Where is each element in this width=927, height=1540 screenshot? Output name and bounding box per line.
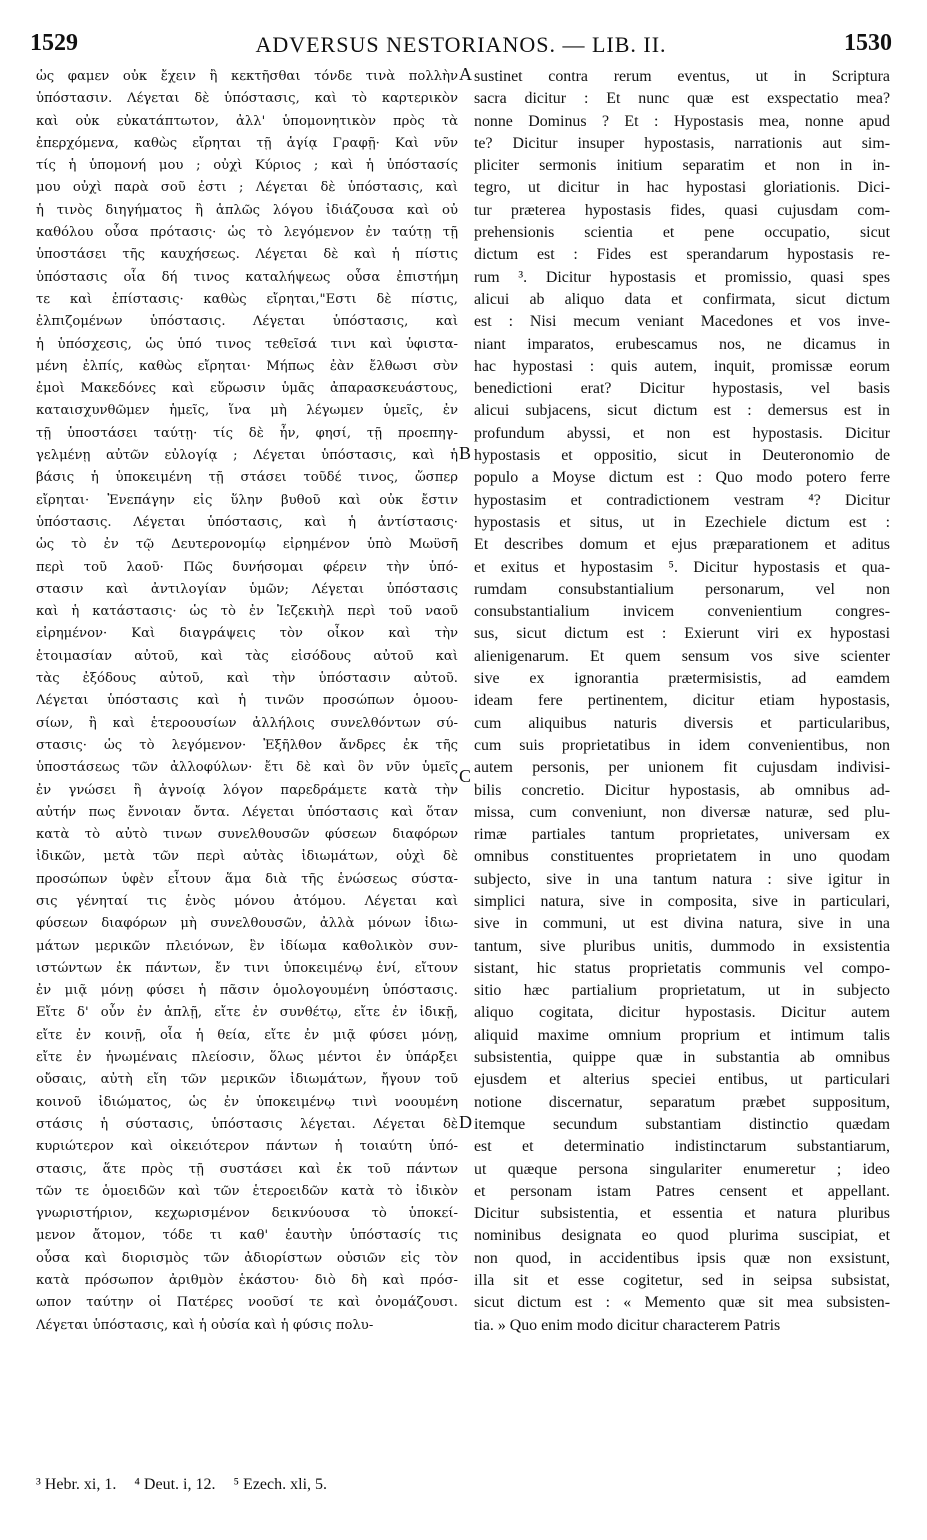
text-line: itemque secundum substantiam distinctio quædam (474, 1115, 890, 1133)
text-line: αὐτήν πως ἔννοιαν ὄντα. Λέγεται ὑπόστασις καὶ ὅταν (36, 804, 458, 820)
page-header (30, 30, 892, 60)
text-line: περὶ τοῦ λαοῦ· Πῶς δυνήσομαι φέρειν τὴν ὑπό- (36, 559, 458, 575)
text-line: σίων, ἢ καὶ ἑτεροουσίων ἀλλήλοις συνελθόντων σύ- (36, 715, 458, 731)
text-line: sus, sicut dictum est : Exierunt viri ex hypostasi (474, 625, 890, 643)
text-line: βάσις ἡ ὑποκειμένη τῇ στάσει τοῦδέ τινος, ὥσπερ (36, 470, 458, 486)
text-line: μενον ἄτομον, τόδε τι καθ' ἑαυτὴν ὑπόστασίς τις (36, 1228, 458, 1244)
text-line: κοινοῦ ἰδιώματος, ὡς ἐν ὑποκειμένῳ τινὶ νοουμένη (36, 1094, 458, 1110)
text-line: sistant, hic status proprietatis communis vel compo- (474, 959, 890, 977)
text-line: εἰρημένον· Καὶ διαγράψεις τὸν οἶκον καὶ τὴν (36, 626, 458, 642)
text-line: dictum est : Fides est sperandarum hypostasis re- (474, 246, 890, 264)
text-line: τῶν τε ὁμοειδῶν καὶ τῶν ἑτεροειδῶν κατὰ τὸ ἰδικὸν (36, 1183, 458, 1199)
text-line: μάτων μερικῶν πλειόνων, ἓν ἰδίωμα καθολικὸν συν- (36, 938, 458, 954)
text-line: rum ³. Dicitur hypostasis et promissio, quasi spes (474, 268, 890, 286)
text-line: στασις· ὡς τὸ λεγόμενον· Ἐξῆλθον ἄνδρες ἐκ τῆς (36, 737, 458, 753)
margin-marker-c: C (459, 766, 472, 786)
text-line: ejusdem et alterius speciei entibus, ut particulari (474, 1071, 890, 1089)
text-line: Εἴτε δ' οὖν ἐν ἁπλῇ, εἴτε ἐν συνθέτῳ, εἴτε ἐν ἰδικῇ, (36, 1005, 458, 1021)
footnote: ⁵ Ezech. xli, 5. (233, 1476, 328, 1493)
text-line: simplici natura, sive in composita, sive in particulari, (474, 892, 890, 910)
text-line: tegro, ut dicitur in hac hypostasi gloriationis. Dici- (474, 179, 890, 197)
footnotes (36, 1476, 458, 1494)
text-line: ἐπερχόμενα, καθὼς εἴρηται τῇ ἁγίᾳ Γραφῇ· Καὶ νῦν (36, 135, 458, 151)
text-line: prehensionis scientia et pene occupatio, sicut (474, 224, 890, 242)
text-line: nonne Dominus ? Et : Hypostasis mea, nonne apud (474, 112, 890, 130)
text-line: illa sit et esse cogitetur, sed in seipsa subsistat, (474, 1272, 890, 1290)
text-line: τῇ ὑποστάσει ταύτῃ· τίς δὲ ἦν, φησί, τῇ προεπηγ- (36, 425, 458, 441)
text-line: et exitus et hypostasim ⁵. Dicitur hypostasis et qua- (474, 558, 890, 576)
text-line: subjecto, sive in una tantum natura : sive igitur in (474, 870, 890, 888)
text-line: missa, cum conveniunt, non diversæ naturæ, sed plu- (474, 803, 890, 821)
text-line: ἑτοιμασίαν αὐτοῦ, καὶ τὰς εἰσόδους αὐτοῦ καὶ (36, 648, 458, 664)
text-line: τίς ἡ ὑπομονή μου ; οὐχὶ Κύριος ; καὶ ἡ ὑπόστασίς (36, 158, 458, 174)
text-line: ἰδικῶν, μετὰ τῶν περὶ αὐτὰς ἰδιωμάτων, οὐχὶ δὲ (36, 849, 458, 865)
text-line: non quod, in accidentibus ipsis quæ non exsistunt, (474, 1249, 890, 1267)
text-line: ιστώντων ἐκ πάντων, ἔν τινι ὑποκειμένῳ ἑνί, εἴτουν (36, 960, 458, 976)
text-line: benedictioni erat? Dicitur hypostasis, vel basis (474, 380, 890, 398)
margin-marker-b: B (459, 443, 472, 463)
text-line: tur præterea hypostasis fides, quasi cujusdam com- (474, 201, 890, 219)
text-line: populo a Moyse dictum est : Quo modo potero ferre (474, 469, 890, 487)
text-line: Λέγεται ὑπόστασις, καὶ ἡ οὐσία καὶ ἡ φύσις πολυ- (36, 1317, 374, 1333)
text-line: εἴρηται· Ἐνεπάγην εἰς ὕλην βυθοῦ καὶ οὐκ ἔστιν (36, 492, 458, 508)
text-line: est et determinatio indistinctarum substantiarum, (474, 1138, 890, 1156)
text-line: cum aliquibus naturis diversis et particularibus, (474, 714, 890, 732)
text-line: οὖσα καὶ διορισμὸς τῶν ἀδιορίστων οὐσιῶν εἰς τὸν (36, 1250, 458, 1266)
text-line: nominibus designata eo quod plurima suscipiat, et (474, 1227, 890, 1245)
text-line: sive in communi, ut est divina natura, sive in una (474, 915, 890, 933)
text-line: εἴτε ἐν κοινῇ, οἷα ἡ θεία, εἴτε ἐν μιᾷ φύσει μόνῃ, (36, 1027, 458, 1043)
text-line: ut quæque persona singulariter enumeretur ; ideo (474, 1160, 890, 1178)
margin-marker-d: D (459, 1112, 472, 1132)
text-line: κατὰ τὸ αὐτὸ τινων συνελθουσῶν φύσεων διαφόρων (36, 827, 458, 843)
text-line: notione discernatur, separatum præbet suppositum, (474, 1093, 890, 1111)
text-line: aliquo cogitata, dicitur hypostasis. Dicitur autem (474, 1004, 890, 1022)
text-line: σις γένηταί τις ἑνὸς μόνου ἀτόμου. Λέγεται καὶ (36, 893, 458, 909)
text-line: ἐν μιᾷ μόνῃ φύσει ἡ πᾶσιν ὁμολογουμένη ὑπόστασις. (36, 983, 458, 999)
text-line: sicut dictum est : « Memento quæ sit mea subsisten- (474, 1294, 890, 1312)
text-line: consubstantialium invicem convenientium congres- (474, 603, 890, 621)
text-line: autem personis, per unionem fit cujusdam indivisi- (474, 759, 890, 777)
text-line: hac hypostasi : quis autem, inquit, promissæ eorum (474, 357, 890, 375)
text-line: ὡς τὸ ἐν τῷ Δευτερονομίῳ εἰρημένον ὑπὸ Μωϋσῆ (36, 537, 458, 553)
text-line: rumdam consubstantialium personarum, vel non (474, 580, 890, 598)
text-line: στασιν καὶ ἀντιλογίαν ὑμῶν; Λέγεται ὑπόστασις (36, 581, 458, 597)
text-line: alienigenarum. Et quem sensum vos sive scienter (474, 647, 890, 665)
text-line: bilis concretio. Dicitur hypostasis, ab omnibus ad- (474, 781, 890, 799)
text-line: te? Dicitur insuper hypostasis, narrationis aut sim- (474, 134, 890, 152)
footnote: ³ Hebr. xi, 1. (36, 1476, 117, 1493)
page-number-right: 1530 (844, 30, 892, 56)
text-line: alicui ab aliquo data et confirmata, sicut dictum (474, 290, 890, 308)
text-line: κατὰ πρόσωπον ἀριθμὸν ἑκάστου· διὸ δὴ καὶ πρόσ- (36, 1273, 458, 1289)
text-line: οὔσαις, αὐτὴ εἴη τῶν μερικῶν ἰδιωμάτων, ἤγουν τοῦ (36, 1072, 458, 1088)
text-line: ωπον ταύτην οἱ Πατέρες νοοῦσί τε καὶ ὀνομάζουσι. (36, 1295, 458, 1311)
text-line: στάσις ἡ σύστασις, ὑπόστασις λέγεται. Λέγεται δὲ (36, 1116, 458, 1132)
text-line: tantum, sive pluribus unitis, dummodo in exsistentia (474, 937, 890, 955)
text-line: aliquid maxime omnium proprium et intimum talis (474, 1026, 890, 1044)
text-line: καὶ οὐκ εὐκατάπτωτον, ἀλλ' ὑπομονητικὸν πρὸς τὰ (36, 113, 458, 129)
text-line: sustinet contra rerum eventus, ut in Scriptura (474, 68, 890, 85)
text-line: καταισχυνθῶμεν ἡμεῖς, ἵνα μὴ λέγωμεν ὑμεῖς, ἐν (36, 403, 458, 419)
text-line: γελμένῃ αὐτῶν εὐλογίᾳ ; Λέγεται ὑπόστασις, καὶ ἡ (36, 448, 458, 464)
text-line: ὑποστάσεως τῶν ἀλλοφύλων· ἔτι δὲ καὶ ὃν νῦν ὑμεῖς (36, 760, 458, 776)
text-line: tia. » Quo enim modo dicitur characterem Patris (474, 1316, 781, 1334)
text-line: et personam istam Patres censent et appellant. (474, 1182, 890, 1200)
text-line: sacra dicitur : Et nunc quæ est exspectatio mea? (474, 90, 890, 108)
text-line: ὑποστάσει τῆς καυχήσεως. Λέγεται δὲ καὶ ἡ πίστις (36, 247, 458, 263)
text-line: hypostasis et situs, ut in Ezechiele dictum est : (474, 513, 890, 531)
text-line: pliciter sermonis initium separatim et non in in- (474, 157, 890, 175)
greek-text-column (36, 66, 458, 1337)
text-line: ὑπόστασιν. Λέγεται δὲ ὑπόστασις, καὶ τὸ καρτερικὸν (36, 91, 458, 107)
text-line: subsistentia, quippe quæ in substantia ab omnibus (474, 1049, 890, 1067)
footnote: ⁴ Deut. i, 12. (134, 1476, 216, 1493)
page-number-left: 1529 (30, 30, 78, 56)
text-line: profundum abyssi, et non est hypostasis. Dicitur (474, 424, 890, 442)
text-line: στασις, ἅτε πρὸς τῇ συστάσει καὶ ἐκ τοῦ πάντων (36, 1161, 458, 1177)
margin-marker-a: A (459, 64, 472, 84)
text-line: προσώπων ὑφὲν εἶτουν ἅμα διὰ τῆς ἑνώσεως σύστα- (36, 871, 458, 887)
text-line: ideam fere pertinentem, dicitur etiam hypostasis, (474, 692, 890, 710)
text-line: φύσεων διαφόρων μὴ συνελθουσῶν, ἀλλὰ μόνων ἰδιω- (36, 916, 458, 932)
text-line: sive ex ignorantia prætermisistis, ad eamdem (474, 670, 890, 688)
text-line: ὑπόστασις οἷα δή τινος καταλήψεως οὖσα ἐπιστήμη (36, 269, 458, 285)
text-line: ἡ τινὸς διηγήματος ἢ ἁπλῶς λόγου ἰδιάζουσα καὶ οὐ (36, 202, 458, 218)
latin-text-column (474, 66, 890, 1337)
text-line: τε καὶ ἐπίστασις· καθὼς εἴρηται,"Εστι δὲ πίστις, (36, 291, 458, 307)
text-line: est : Nisi mecum veniant Macedones et vos inve- (474, 313, 890, 331)
text-line: ὑπόστασις. Λέγεται ὑπόστασις, καὶ ἡ ἀντίστασις· (36, 514, 458, 530)
text-line: ἐμοὶ Μακεδόνες καὶ εὕρωσιν ὑμᾶς ἀπαρασκευάστους, (36, 381, 458, 397)
text-line: sitio hæc partialium proprietatum, ut in subjecto (474, 982, 890, 1000)
text-line: hypostasim et contradictionem vestram ⁴? Dicitur (474, 491, 890, 509)
running-title: ADVERSUS NESTORIANOS. — LIB. II. (255, 32, 667, 57)
text-line: ἐν γνώσει ἢ ἀγνοίᾳ λόγον παρεδράμετε κατὰ τὴν (36, 782, 458, 798)
text-line: Et describes domum et ejus præparationem et aditus (474, 536, 890, 554)
text-line: rimæ partiales tantum proprietates, universam ex (474, 826, 890, 844)
text-line: Λέγεται ὑπόστασις καὶ ἡ τινῶν προσώπων ὁμοου- (36, 693, 458, 709)
text-line: alicui subjacens, sicut dictum est : demersus est in (474, 402, 890, 420)
text-line: καὶ ἡ κατάστασις· ὡς τὸ ἐν Ἰεζεκιὴλ περὶ τοῦ ναοῦ (36, 604, 458, 620)
text-line: omnibus constituentes proprietatem in uno quodam (474, 848, 890, 866)
text-line: hypostasis et oppositio, sicut in Deuteronomio de (474, 447, 890, 465)
text-line: γνωριστήριον, κεχωρισμένον δεικνύουσα τὸ ὑποκεί- (36, 1206, 458, 1222)
text-line: ὡς φαμεν οὐκ ἔχειν ἢ κεκτῆσθαι τόνδε τινὰ πολλὴν (36, 69, 458, 84)
text-line: niant imparatos, erubescamus nos, ne dicamus in (474, 335, 890, 353)
text-line: Dicitur subsistentia, et essentia et natura pluribus (474, 1205, 890, 1223)
text-line: μου οὐχὶ παρὰ σοῦ ἐστι ; Λέγεται δὲ ὑπόστασις, καὶ (36, 180, 458, 196)
text-line: cum suis proprietatibus in idem convenientibus, non (474, 736, 890, 754)
text-line: ἡ ὑπόσχεσις, ὡς ὑπό τινος τεθεῖσά τινι καὶ ὑφιστα- (36, 336, 458, 352)
text-line: τὰς ἐξόδους αὐτοῦ, καὶ τὴν ὑπόστασιν αὐτοῦ. (36, 671, 458, 687)
text-line: ἐλπιζομένων ὑπόστασις. Λέγεται ὑπόστασις, καὶ (36, 314, 458, 330)
text-line: κυριώτερον καὶ οἰκειότερον πάντων ἡ τοιαύτη ὑπό- (36, 1139, 458, 1155)
text-line: μένη ἐλπίς, καθὼς εἴρηται· Μήπως ἐὰν ἔλθωσι σὺν (36, 358, 458, 374)
text-line: καθόλου οὖσα πρότασις· ὡς τὸ λεγόμενον ἐν ταύτῃ τῇ (36, 225, 458, 241)
text-line: εἴτε ἐν ἡνωμέναις πλείοσιν, ὅλως μέντοι ἐν ὑπάρξει (36, 1050, 458, 1066)
